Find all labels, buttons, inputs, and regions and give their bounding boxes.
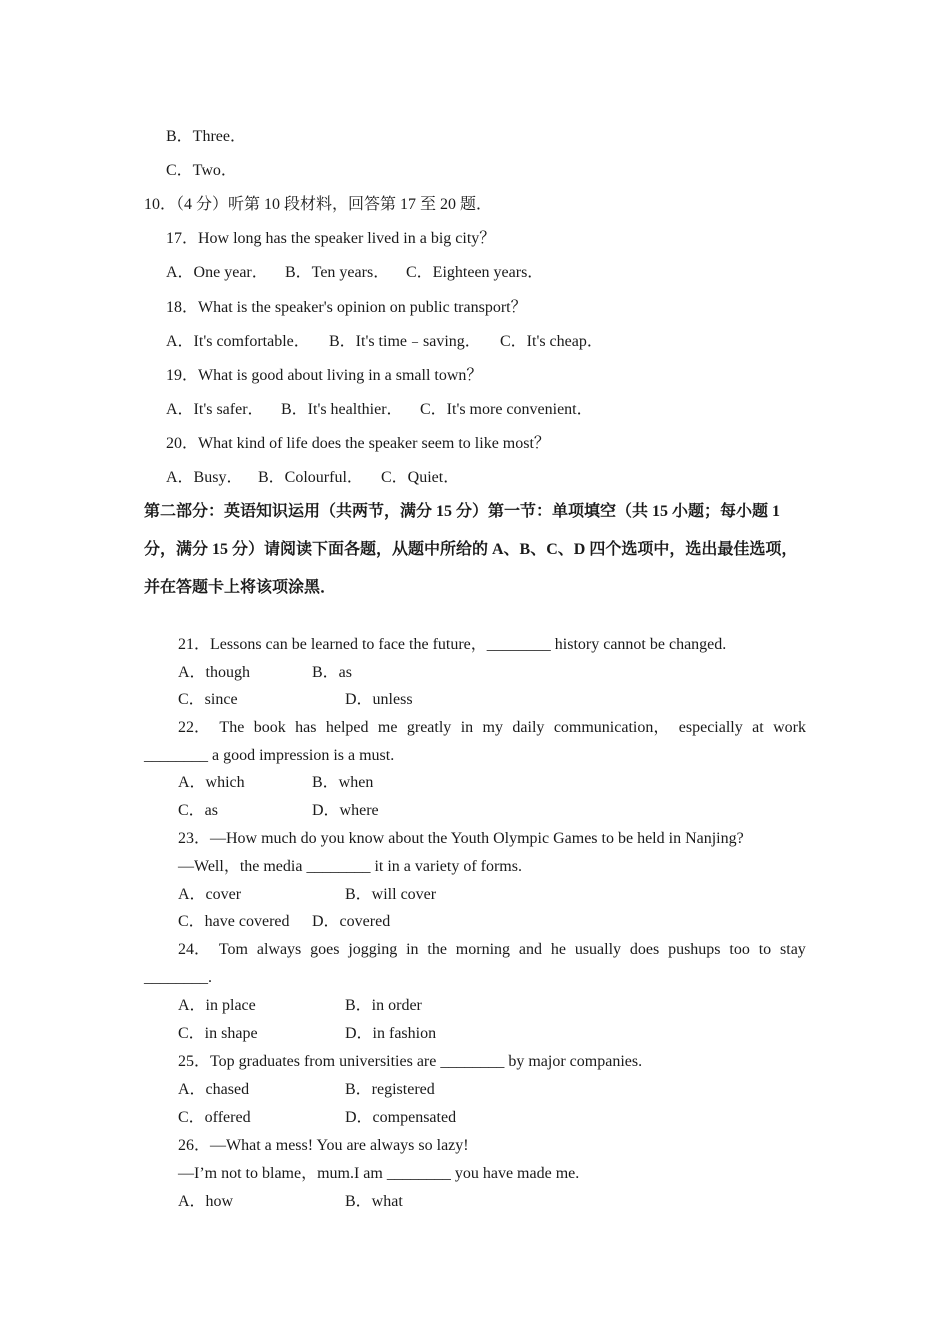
q26-stem-line1: 26．—What a mess! You are always so lazy! (178, 1137, 469, 1154)
word: and (518, 941, 542, 958)
q25-option-c: C．offered (178, 1109, 251, 1126)
word: in (406, 941, 419, 958)
q25-stem: 25．Top graduates from universities are ________ by major companies. (178, 1053, 643, 1070)
word: at (752, 719, 764, 736)
q22-option-a: A．which (178, 774, 245, 791)
q22-option-c: C．as (178, 802, 219, 819)
q25-option-b: B．registered (345, 1081, 435, 1098)
q21-stem: 21．Lessons can be learned to face the future，________ history cannot be changed. (178, 636, 727, 653)
word: Tom (218, 941, 248, 958)
word: in (460, 719, 474, 736)
word: my (482, 719, 503, 736)
q24-option-a: A．in place (178, 997, 256, 1014)
q22-option-b: B．when (312, 774, 374, 791)
q18-option-b: B．It's time﹣saving． (329, 333, 481, 350)
q19-option-c: C．It's more convenient． (420, 401, 593, 418)
q23-option-a: A．cover (178, 886, 242, 903)
q23-option-d: D．covered (312, 913, 391, 930)
word: book (253, 719, 286, 736)
q17-option-a: A．One year． (166, 264, 268, 281)
word: does (629, 941, 660, 958)
word: the (427, 941, 447, 958)
q24-option-d: D．in fashion (345, 1025, 437, 1042)
q20-stem: 20．What kind of life does the speaker seem to like most？ (166, 435, 550, 452)
q24-stem-line1 (178, 940, 806, 960)
part2-heading-line3: 并在答题卡上将该项涂黑． (144, 579, 337, 596)
word: greatly (406, 719, 452, 736)
q23-stem-line2: —Well，the media ________ it in a variety of forms. (178, 858, 522, 875)
q24-stem-line2: ________. (144, 969, 212, 986)
q21-option-d: D．unless (345, 691, 413, 708)
q17-stem: 17．How long has the speaker lived in a big city？ (166, 230, 496, 247)
word: helped (325, 719, 369, 736)
q25-option-d: D．compensated (345, 1109, 457, 1126)
q21-option-a: A．though (178, 664, 251, 681)
q23-option-c: C．have covered (178, 913, 290, 930)
q24-option-c: C．in shape (178, 1025, 258, 1042)
section-10-heading: 10．（4 分）听第 10 段材料，回答第 17 至 20 题． (144, 196, 493, 213)
q19-option-a: A．It's safer． (166, 401, 264, 418)
word: usually (574, 941, 622, 958)
q24-option-b: B．in order (345, 997, 422, 1014)
q21-option-c: C．since (178, 691, 238, 708)
q22-option-d: D．where (312, 802, 379, 819)
part2-heading-line2: 分，满分 15 分）请阅读下面各题，从题中所给的 A、B、C、D 四个选项中，选出最佳选项， (144, 541, 798, 558)
q22-stem-line1 (178, 718, 806, 738)
q20-option-b: B．Colourful． (258, 469, 363, 486)
word: 22． (178, 719, 211, 736)
word: too (729, 941, 750, 958)
q9-option-b: B．Three． (166, 128, 246, 145)
word: to (758, 941, 772, 958)
word: me (377, 719, 398, 736)
word: daily (512, 719, 545, 736)
word: always (256, 941, 302, 958)
word: goes (310, 941, 340, 958)
word: morning (455, 941, 511, 958)
word: work (773, 719, 806, 736)
q20-option-c: C．Quiet． (381, 469, 460, 486)
q21-option-b: B．as (312, 664, 353, 681)
word: has (295, 719, 317, 736)
q26-option-b: B．what (345, 1193, 403, 1210)
part2-heading-line1: 第二部分：英语知识运用（共两节，满分 15 分）第一节：单项填空（共 15 小题；每小题 1 (144, 503, 781, 520)
q25-option-a: A．chased (178, 1081, 250, 1098)
q17-option-b: B．Ten years． (285, 264, 390, 281)
word: 24． (178, 941, 211, 958)
q9-option-c: C．Two． (166, 162, 237, 179)
q23-option-b: B．will cover (345, 886, 437, 903)
word: especially (678, 719, 743, 736)
q23-stem-line1: 23．—How much do you know about the Youth Olympic Games to be held in Nanjing? (178, 830, 744, 847)
q26-stem-line2: —I’m not to blame，mum.I am ________ you have made me. (178, 1165, 580, 1182)
q20-option-a: A．Busy． (166, 469, 243, 486)
q18-option-a: A．It's comfortable． (166, 333, 310, 350)
q17-option-c: C．Eighteen years． (406, 264, 544, 281)
q18-stem: 18．What is the speaker's opinion on public transport？ (166, 299, 527, 316)
word: pushups (668, 941, 721, 958)
word: he (550, 941, 566, 958)
word: The (219, 719, 245, 736)
word: communication， (553, 719, 670, 736)
q18-option-c: C．It's cheap． (500, 333, 603, 350)
q26-option-a: A．how (178, 1193, 234, 1210)
q22-stem-line2: ________ a good impression is a must. (144, 747, 395, 764)
word: jogging (348, 941, 398, 958)
word: stay (780, 941, 806, 958)
q19-option-b: B．It's healthier． (281, 401, 403, 418)
q19-stem: 19．What is good about living in a small town？ (166, 367, 483, 384)
